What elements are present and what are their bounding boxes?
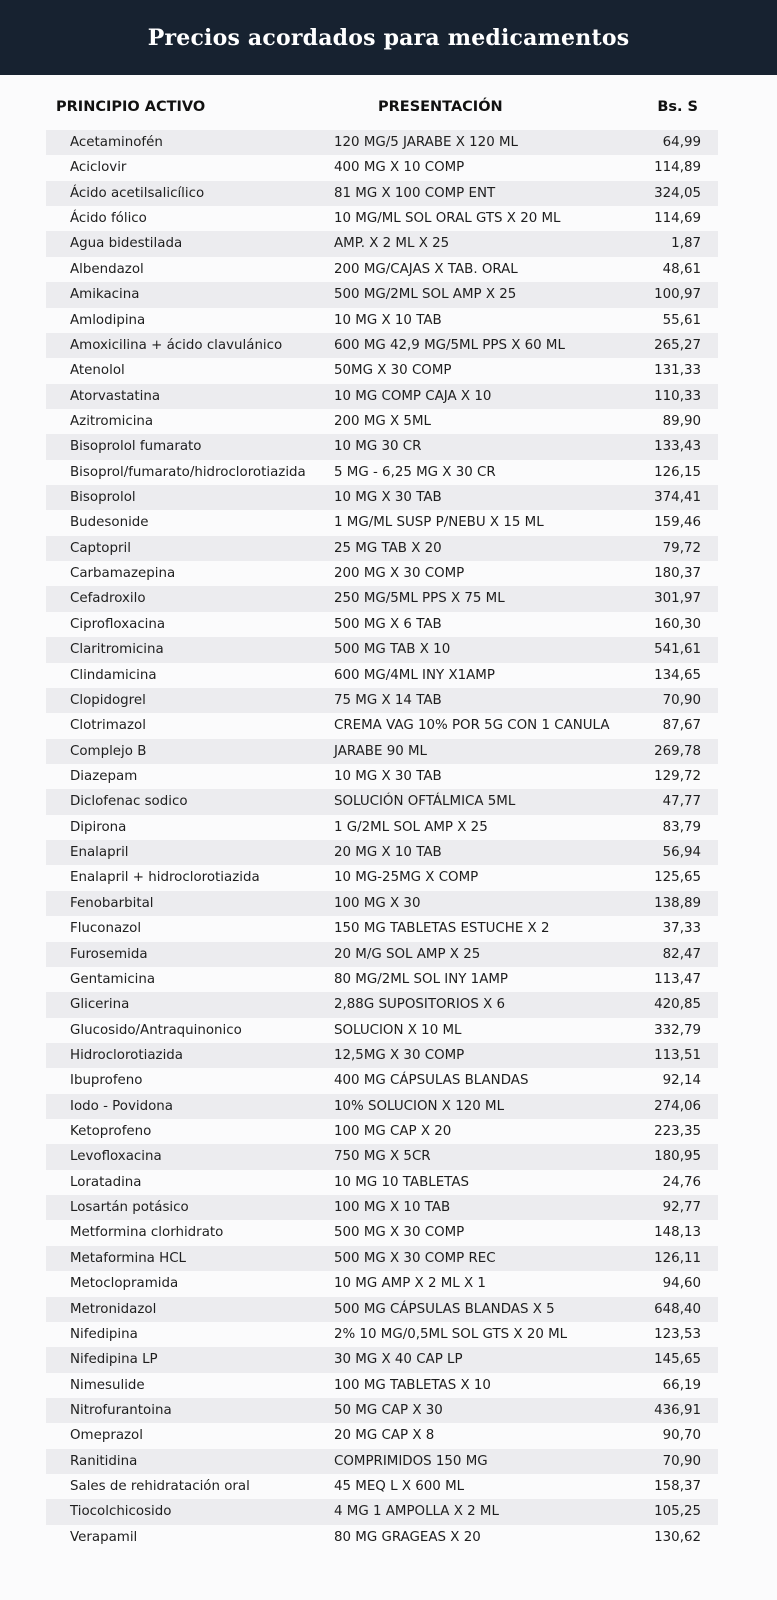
- cell-precio: 114,89: [654, 160, 701, 176]
- cell-presentacion: 200 MG X 5ML: [334, 413, 431, 429]
- cell-presentacion: 45 MEQ L X 600 ML: [334, 1479, 465, 1495]
- cell-precio: 158,37: [654, 1479, 701, 1495]
- table-row: [46, 485, 718, 510]
- cell-precio: 265,27: [654, 337, 701, 353]
- cell-presentacion: 500 MG X 30 COMP REC: [334, 1250, 496, 1266]
- table-row: [46, 891, 718, 916]
- column-header-precio: Bs. S: [657, 99, 698, 115]
- cell-principio-activo: Sales de rehidratación oral: [70, 1479, 250, 1495]
- cell-presentacion: 200 MG X 30 COMP: [334, 566, 465, 582]
- table-row: [46, 688, 718, 713]
- cell-principio-activo: Omeprazol: [70, 1428, 143, 1444]
- cell-principio-activo: Bisoprol/fumarato/hidroclorotiazida: [70, 464, 306, 480]
- table-row: [46, 282, 718, 307]
- table-row: [46, 1246, 718, 1271]
- cell-precio: 114,69: [654, 211, 701, 227]
- table-row: [46, 1271, 718, 1296]
- cell-principio-activo: Dipirona: [70, 819, 127, 835]
- cell-principio-activo: Carbamazepina: [70, 566, 176, 582]
- cell-presentacion: JARABE 90 ML: [334, 743, 428, 759]
- cell-presentacion: 400 MG CÁPSULAS BLANDAS: [334, 1073, 529, 1089]
- table-row: [46, 1119, 718, 1144]
- cell-precio: 90,70: [662, 1428, 701, 1444]
- cell-principio-activo: Loratadina: [70, 1174, 142, 1190]
- table-row: [46, 1094, 718, 1119]
- cell-precio: 436,91: [654, 1402, 701, 1418]
- cell-presentacion: 500 MG/2ML SOL AMP X 25: [334, 287, 517, 303]
- cell-presentacion: 500 MG X 30 COMP: [334, 1225, 465, 1241]
- cell-principio-activo: Atorvastatina: [70, 388, 161, 404]
- cell-presentacion: 2,88G SUPOSITORIOS X 6: [334, 997, 506, 1013]
- cell-precio: 113,47: [654, 971, 701, 987]
- cell-principio-activo: Captopril: [70, 540, 131, 556]
- cell-precio: 113,51: [654, 1047, 701, 1063]
- table-row: [46, 206, 718, 231]
- cell-principio-activo: Furosemida: [70, 946, 148, 962]
- cell-principio-activo: Amikacina: [70, 287, 140, 303]
- table-row: [46, 663, 718, 688]
- table-row: [46, 358, 718, 383]
- table-row: [46, 1347, 718, 1372]
- cell-principio-activo: Acetaminofén: [70, 135, 163, 150]
- cell-presentacion: 50 MG CAP X 30: [334, 1402, 443, 1418]
- cell-precio: 134,65: [654, 667, 701, 683]
- cell-principio-activo: Iodo - Povidona: [70, 1098, 173, 1114]
- cell-precio: 148,13: [654, 1225, 701, 1241]
- table-row: [46, 992, 718, 1017]
- cell-principio-activo: Albendazol: [70, 261, 144, 277]
- cell-presentacion: SOLUCIÓN OFTÁLMICA 5ML: [334, 794, 516, 810]
- table-row: [46, 942, 718, 967]
- cell-presentacion: 80 MG/2ML SOL INY 1AMP: [334, 971, 508, 987]
- cell-precio: 131,33: [654, 363, 701, 379]
- cell-presentacion: 200 MG/CAJAS X TAB. ORAL: [334, 261, 518, 277]
- cell-principio-activo: Nitrofurantoina: [70, 1402, 172, 1418]
- column-header-presentacion: PRESENTACIÓN: [378, 99, 503, 115]
- page-title: Precios acordados para medicamentos: [147, 24, 630, 51]
- cell-precio: 37,33: [662, 921, 701, 937]
- table-row: [46, 1018, 718, 1043]
- cell-precio: 145,65: [654, 1352, 701, 1368]
- table-row: [46, 1195, 718, 1220]
- table-row: [46, 155, 718, 180]
- cell-principio-activo: Metoclopramida: [70, 1276, 179, 1292]
- cell-presentacion: 4 MG 1 AMPOLLA X 2 ML: [334, 1504, 499, 1520]
- cell-principio-activo: Hidroclorotiazida: [70, 1047, 184, 1063]
- cell-precio: 126,11: [654, 1250, 701, 1266]
- table-row: [46, 409, 718, 434]
- cell-presentacion: 100 MG CAP X 20: [334, 1124, 452, 1140]
- cell-principio-activo: Cefadroxilo: [70, 591, 146, 607]
- cell-presentacion: 1 MG/ML SUSP P/NEBU X 15 ML: [334, 515, 544, 531]
- table-row: [46, 739, 718, 764]
- cell-presentacion: 30 MG X 40 CAP LP: [334, 1352, 463, 1368]
- header-bar: [0, 0, 777, 75]
- cell-principio-activo: Nimesulide: [70, 1377, 145, 1393]
- cell-principio-activo: Verapamil: [70, 1529, 138, 1545]
- table-row: [46, 231, 718, 256]
- cell-presentacion: 100 MG X 30: [334, 895, 421, 911]
- cell-presentacion: 50MG X 30 COMP: [334, 363, 452, 379]
- cell-principio-activo: Complejo B: [70, 743, 147, 759]
- cell-precio: 89,90: [662, 413, 701, 429]
- table-row: [46, 536, 718, 561]
- cell-principio-activo: Metformina clorhidrato: [70, 1225, 224, 1241]
- cell-presentacion: 400 MG X 10 COMP: [334, 160, 465, 176]
- cell-principio-activo: Budesonide: [70, 515, 149, 531]
- table-row: [46, 1398, 718, 1423]
- cell-precio: 420,85: [654, 997, 701, 1013]
- cell-precio: 92,77: [662, 1200, 701, 1216]
- cell-presentacion: AMP. X 2 ML X 25: [334, 236, 450, 252]
- cell-precio: 269,78: [654, 743, 701, 759]
- cell-principio-activo: Ciprofloxacina: [70, 616, 166, 632]
- table-row: [46, 308, 718, 333]
- cell-presentacion: 10 MG-25MG X COMP: [334, 870, 479, 886]
- cell-precio: 274,06: [654, 1098, 701, 1114]
- cell-principio-activo: Fenobarbital: [70, 895, 154, 911]
- cell-presentacion: 500 MG TAB X 10: [334, 642, 451, 658]
- cell-presentacion: 100 MG TABLETAS X 10: [334, 1377, 491, 1393]
- cell-principio-activo: Agua bidestilada: [70, 236, 183, 252]
- table-row: [46, 637, 718, 662]
- cell-principio-activo: Enalapril: [70, 845, 129, 861]
- cell-principio-activo: Ketoprofeno: [70, 1124, 152, 1140]
- cell-presentacion: 250 MG/5ML PPS X 75 ML: [334, 591, 505, 607]
- cell-presentacion: 5 MG - 6,25 MG X 30 CR: [334, 464, 496, 480]
- cell-principio-activo: Amoxicilina + ácido clavulánico: [70, 337, 283, 353]
- table-row: [46, 764, 718, 789]
- cell-presentacion: SOLUCION X 10 ML: [334, 1022, 462, 1038]
- cell-presentacion: 12,5MG X 30 COMP: [334, 1047, 465, 1063]
- table-row: [46, 815, 718, 840]
- cell-principio-activo: Nifedipina LP: [70, 1352, 158, 1368]
- cell-principio-activo: Metaformina HCL: [70, 1250, 187, 1266]
- cell-precio: 130,62: [654, 1529, 701, 1545]
- cell-presentacion: 10 MG COMP CAJA X 10: [334, 388, 492, 404]
- cell-precio: 374,41: [654, 490, 701, 506]
- cell-principio-activo: Enalapril + hidroclorotiazida: [70, 870, 260, 886]
- table-row: [46, 916, 718, 941]
- cell-precio: 180,95: [654, 1149, 701, 1165]
- cell-precio: 70,90: [662, 692, 701, 708]
- cell-precio: 1,87: [671, 236, 701, 252]
- table-row: [46, 1144, 718, 1169]
- cell-principio-activo: Amlodipina: [70, 312, 146, 328]
- table-row: [46, 384, 718, 409]
- cell-precio: 79,72: [662, 540, 701, 556]
- cell-presentacion: 10 MG 10 TABLETAS: [334, 1174, 469, 1190]
- cell-precio: 94,60: [662, 1276, 701, 1292]
- cell-precio: 55,61: [662, 312, 701, 328]
- table-row: [46, 586, 718, 611]
- cell-precio: 100,97: [654, 287, 701, 303]
- cell-principio-activo: Ranitidina: [70, 1453, 138, 1469]
- cell-precio: 126,15: [654, 464, 701, 480]
- cell-principio-activo: Ácido acetilsalicílico: [70, 185, 205, 201]
- cell-precio: 82,47: [662, 946, 701, 962]
- table-row: [46, 1373, 718, 1398]
- column-header-principio: PRINCIPIO ACTIVO: [56, 99, 206, 115]
- cell-presentacion: 80 MG GRAGEAS X 20: [334, 1529, 481, 1545]
- cell-principio-activo: Aciclovir: [70, 160, 127, 176]
- table-row: [46, 510, 718, 535]
- cell-precio: 48,61: [662, 261, 701, 277]
- cell-principio-activo: Levofloxacina: [70, 1149, 162, 1165]
- cell-precio: 70,90: [662, 1453, 701, 1469]
- cell-presentacion: CREMA VAG 10% POR 5G CON 1 CANULA: [334, 718, 610, 734]
- cell-presentacion: 100 MG X 10 TAB: [334, 1200, 451, 1216]
- cell-presentacion: 600 MG 42,9 MG/5ML PPS X 60 ML: [334, 337, 565, 353]
- cell-precio: 138,89: [654, 895, 701, 911]
- cell-principio-activo: Atenolol: [70, 363, 125, 379]
- table-row: [46, 1423, 718, 1448]
- cell-precio: 24,76: [662, 1174, 701, 1190]
- table-row: [46, 1499, 718, 1524]
- cell-presentacion: 120 MG/5 JARABE X 120 ML: [334, 135, 518, 150]
- cell-principio-activo: Bisoprolol: [70, 490, 136, 506]
- table-row: [46, 130, 718, 155]
- cell-presentacion: 750 MG X 5CR: [334, 1149, 431, 1165]
- cell-principio-activo: Nifedipina: [70, 1326, 138, 1342]
- table-header: [0, 75, 777, 130]
- cell-presentacion: 20 M/G SOL AMP X 25: [334, 946, 481, 962]
- cell-precio: 541,61: [654, 642, 701, 658]
- table-row: [46, 434, 718, 459]
- cell-precio: 64,99: [662, 135, 701, 150]
- cell-precio: 87,67: [662, 718, 701, 734]
- cell-principio-activo: Losartán potásico: [70, 1200, 189, 1216]
- table-row: [46, 967, 718, 992]
- cell-principio-activo: Azitromicina: [70, 413, 154, 429]
- table-row: [46, 840, 718, 865]
- cell-presentacion: 10 MG 30 CR: [334, 439, 422, 455]
- cell-precio: 125,65: [654, 870, 701, 886]
- cell-presentacion: 1 G/2ML SOL AMP X 25: [334, 819, 488, 835]
- cell-presentacion: 75 MG X 14 TAB: [334, 692, 442, 708]
- cell-presentacion: 500 MG X 6 TAB: [334, 616, 442, 632]
- table-row: [46, 1043, 718, 1068]
- cell-presentacion: 2% 10 MG/0,5ML SOL GTS X 20 ML: [334, 1326, 568, 1342]
- cell-principio-activo: Tiocolchicosido: [70, 1504, 172, 1520]
- cell-precio: 66,19: [662, 1377, 701, 1393]
- cell-presentacion: 10% SOLUCION X 120 ML: [334, 1098, 505, 1114]
- cell-precio: 180,37: [654, 566, 701, 582]
- cell-presentacion: 500 MG CÁPSULAS BLANDAS X 5: [334, 1301, 555, 1317]
- cell-principio-activo: Diclofenac sodico: [70, 794, 188, 810]
- table-row: [46, 1525, 718, 1550]
- price-table: [46, 130, 718, 1550]
- cell-principio-activo: Gentamicina: [70, 971, 156, 987]
- cell-precio: 133,43: [654, 439, 701, 455]
- cell-presentacion: COMPRIMIDOS 150 MG: [334, 1453, 488, 1469]
- table-row: [46, 713, 718, 738]
- cell-presentacion: 10 MG X 10 TAB: [334, 312, 442, 328]
- table-row: [46, 1297, 718, 1322]
- table-row: [46, 460, 718, 485]
- cell-presentacion: 150 MG TABLETAS ESTUCHE X 2: [334, 921, 550, 937]
- table-row: [46, 1220, 718, 1245]
- cell-precio: 648,40: [654, 1301, 701, 1317]
- cell-principio-activo: Ácido fólico: [70, 211, 147, 227]
- cell-principio-activo: Glicerina: [70, 997, 130, 1013]
- cell-presentacion: 10 MG X 30 TAB: [334, 768, 442, 784]
- cell-principio-activo: Diazepam: [70, 768, 138, 784]
- table-row: [46, 1449, 718, 1474]
- cell-precio: 110,33: [654, 388, 701, 404]
- cell-principio-activo: Glucosido/Antraquinonico: [70, 1022, 242, 1038]
- cell-precio: 105,25: [654, 1504, 701, 1520]
- cell-presentacion: 25 MG TAB X 20: [334, 540, 442, 556]
- cell-principio-activo: Clindamicina: [70, 667, 157, 683]
- table-row: [46, 1170, 718, 1195]
- table-row: [46, 561, 718, 586]
- cell-precio: 92,14: [662, 1073, 701, 1089]
- table-row: [46, 333, 718, 358]
- cell-precio: 332,79: [654, 1022, 701, 1038]
- table-row: [46, 1322, 718, 1347]
- cell-precio: 159,46: [654, 515, 701, 531]
- cell-precio: 56,94: [662, 845, 701, 861]
- cell-precio: 301,97: [654, 591, 701, 607]
- cell-presentacion: 10 MG AMP X 2 ML X 1: [334, 1276, 486, 1292]
- cell-precio: 83,79: [662, 819, 701, 835]
- table-row: [46, 257, 718, 282]
- cell-precio: 129,72: [654, 768, 701, 784]
- table-row: [46, 789, 718, 814]
- cell-presentacion: 10 MG/ML SOL ORAL GTS X 20 ML: [334, 211, 561, 227]
- table-row: [46, 181, 718, 206]
- cell-presentacion: 10 MG X 30 TAB: [334, 490, 442, 506]
- table-row: [46, 1474, 718, 1499]
- cell-precio: 47,77: [662, 794, 701, 810]
- cell-precio: 223,35: [654, 1124, 701, 1140]
- cell-precio: 123,53: [654, 1326, 701, 1342]
- cell-presentacion: 600 MG/4ML INY X1AMP: [334, 667, 495, 683]
- cell-presentacion: 20 MG X 10 TAB: [334, 845, 442, 861]
- table-row: [46, 612, 718, 637]
- cell-principio-activo: Metronidazol: [70, 1301, 157, 1317]
- table-row: [46, 1068, 718, 1093]
- cell-principio-activo: Fluconazol: [70, 921, 142, 937]
- cell-principio-activo: Clotrimazol: [70, 718, 146, 734]
- cell-principio-activo: Clopidogrel: [70, 692, 146, 708]
- cell-presentacion: 81 MG X 100 COMP ENT: [334, 185, 496, 201]
- cell-principio-activo: Ibuprofeno: [70, 1073, 143, 1089]
- table-row: [46, 865, 718, 890]
- cell-precio: 324,05: [654, 185, 701, 201]
- cell-precio: 160,30: [654, 616, 701, 632]
- cell-principio-activo: Bisoprolol fumarato: [70, 439, 202, 455]
- cell-principio-activo: Claritromicina: [70, 642, 164, 658]
- cell-presentacion: 20 MG CAP X 8: [334, 1428, 435, 1444]
